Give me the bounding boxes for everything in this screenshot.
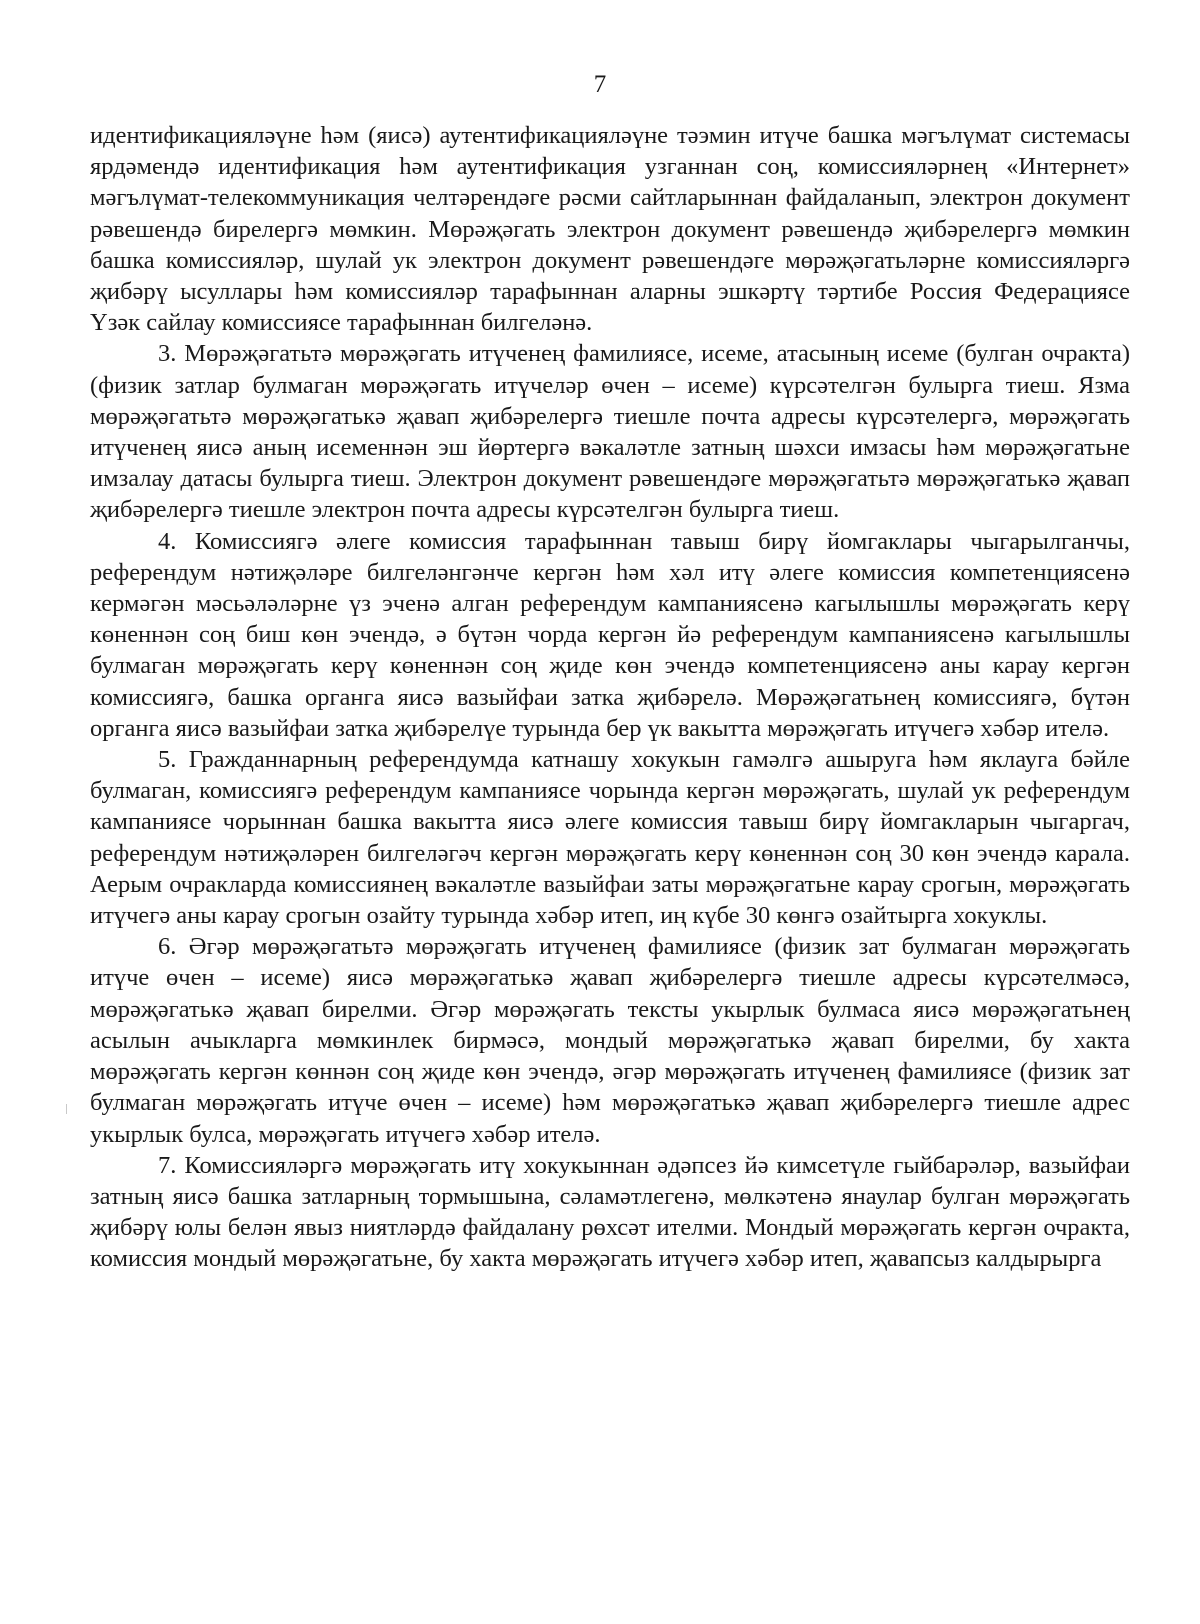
paragraph-3: 3. Мөрәҗәгатьтә мөрәҗәгать итүченең фамилиясе, исеме, атасының исеме (булган очракта) (физик затлар булмаган мөрәҗәгать итүчеләр өчен – исеме) күрсәтелгән булырга тиеш. Язма мөрәҗәгатьтә мөрәҗәгатькә җавап җибәрелергә тиешле почта адресы күрсәтелергә, мөрәҗәгать итүченең яисә аның исеменнән эш йөртергә вәкаләтле затның шәхси имзасы һәм мөрәҗәгатьне имзалау датасы булырга тиеш. Электрон документ рәвешендәге мөрәҗәгатьтә мөрәҗәгатькә җавап җибәрелергә тиешле электрон почта адресы күрсәтелгән булырга тиеш.: [90, 340, 1130, 524]
document-body: [90, 120, 1130, 1275]
page-number: 7: [593, 71, 607, 98]
paragraph-7: 7. Комиссияләргә мөрәҗәгать итү хокукыннан әдәпсез йә кимсетүле гыйбарәләр, вазыйфаи затның яисә башка затларның тормышына, сәламәтлегенә, мөлкәтенә янаулар булган мөрәҗәгать җибәрү юлы белән явыз ниятләрдә файдалану рөхсәт ителми. Мондый мөрәҗәгать кергән очракта, комиссия мондый мөрәҗәгатьне, бу хакта мөрәҗәгать итүчегә хәбәр итеп, җавапсыз калдырырга: [90, 1151, 1130, 1273]
paragraph-5: 5. Гражданнарның референдумда катнашу хокукын гамәлгә ашыруга һәм яклауга бәйле булмаган, комиссиягә референдум кампаниясе чорында кергән мөрәҗәгать, шулай ук референдум кампаниясе чорыннан башка вакытта яисә әлеге комиссия тавыш бирү йомгакларын чыгаргач, референдум нәтиҗәләрен билгеләгәч кергән мөрәҗәгать керү көненнән соң 30 көн эчендә карала. Аерым очракларда комиссиянең вәкаләтле вазыйфаи заты мөрәҗәгатьне карау срогын, мөрәҗәгать итүчегә аны карау срогын озайту турында хәбәр итеп, иң күбе 30 көнгә озайтырга хокуклы.: [90, 746, 1130, 930]
paragraph-continuation: идентификацияләүне һәм (яисә) аутентификацияләүне тәэмин итүче башка мәгълүмат системасы ярдәмендә идентификация һәм аутентификация узганнан соң, комиссияләрнең «Интернет» мәгълүмат-телекоммуникация челтәрендәге рәсми сайтларыннан файдаланып, электрон документ рәвешендә бирелергә мөмкин. Мөрәҗәгать электрон документ рәвешендә җибәрелергә мөмкин башка комиссияләр, шулай ук электрон документ рәвешендәге мөрәҗәгатьләрне комиссияләргә җибәрү ысуллары һәм комиссияләр тарафыннан аларны эшкәртү тәртибе Россия Федерациясе Үзәк сайлау комиссиясе тарафыннан билгеләнә.: [90, 122, 1130, 337]
paragraph-6: 6. Әгәр мөрәҗәгатьтә мөрәҗәгать итүченең фамилиясе (физик зат булмаган мөрәҗәгать итүче өчен – исеме) яисә мөрәҗәгатькә җавап җибәрелергә тиешле адресы күрсәтелмәсә, мөрәҗәгатькә җавап бирелми. Әгәр мөрәҗәгать тексты укырлык булмаса яисә мөрәҗәгатьнең асылын ачыкларга мөмкинлек бирмәсә, мондый мөрәҗәгатькә җавап бирелми, бу хакта мөрәҗәгать кергән көннән соң җиде көн эчендә, әгәр мөрәҗәгать итүченең фамилиясе (физик зат булмаган мөрәҗәгать итүче өчен – исеме) һәм мөрәҗәгатькә җавап җибәрелергә тиешле адрес укырлык булса, мөрәҗәгать итүчегә хәбәр ителә.: [90, 933, 1130, 1148]
paragraph-4: 4. Комиссиягә әлеге комиссия тарафыннан тавыш бирү йомгаклары чыгарылганчы, референдум нәтиҗәләре билгеләнгәнче кергән һәм хәл итү әлеге комиссия компетенциясенә кермәгән мәсьәләләрне үз эченә алган референдум кампаниясенә кагылышлы мөрәҗәгать керү көненнән соң биш көн эчендә, ә бүтән чорда кергән йә референдум кампаниясенә кагылышлы булмаган мөрәҗәгать керү көненнән соң җиде көн эчендә компетенциясенә аны карау кергән комиссиягә, башка органга яисә вазыйфаи затка җибәрелә. Мөрәҗәгатьнең комиссиягә, бүтән органга яисә вазыйфаи затка җибәрелүе турында бер үк вакытта мөрәҗәгать итүчегә хәбәр ителә.: [90, 527, 1130, 742]
scan-artifact: [66, 1104, 67, 1114]
